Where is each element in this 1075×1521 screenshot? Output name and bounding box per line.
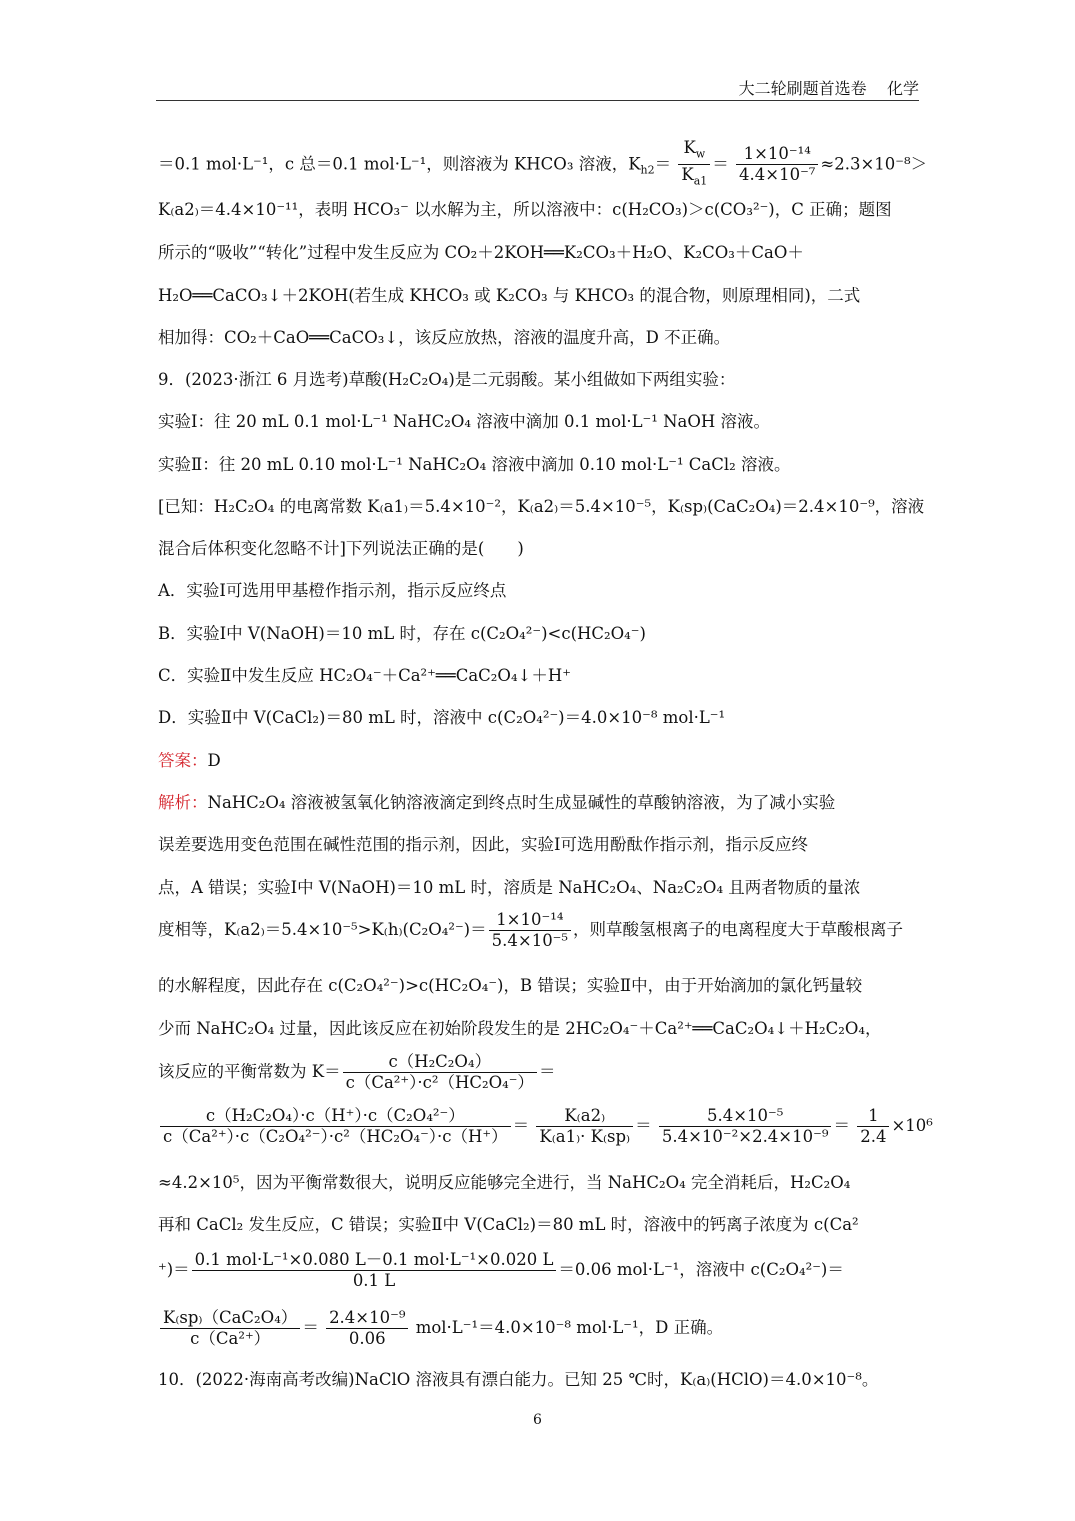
analysis-line: 再和 CaCl₂ 发生反应，C 错误；实验Ⅱ中 V(CaCl₂)＝80 mL 时，溶液中的钙离子浓度为 c(Ca² (158, 1215, 859, 1234)
fraction: $\frac{\text{K₍sp₎（CaC₂O₄）}}{\text{c（Ca²⁺）}}$ (160, 1308, 300, 1349)
experiment-1: 实验Ⅰ：往 20 mL 0.1 mol·L⁻¹ NaHC₂O₄ 溶液中滴加 0.1 mol·L⁻¹ NaOH 溶液。 (158, 412, 771, 431)
page-number: 6 (533, 1412, 542, 1428)
analysis-line: ⁺)＝ $\frac{\text{0.1 mol·L⁻¹×0.080 L－0.1 mol·L⁻¹×0.020 L}}{0.1 L}$ ＝0.06 mol·L⁻¹，溶液中 c(C₂O₄²⁻)＝ (158, 1250, 844, 1290)
analysis-line: 解析：NaHC₂O₄ 溶液被氢氧化钠溶液滴定到终点时生成显碱性的草酸钠溶液，为了减小实验 (158, 793, 836, 812)
para-line: H₂O══CaCO₃↓＋2KOH(若生成 KHCO₃ 或 K₂CO₃ 与 KHCO₃ 的混合物，则原理相同)，二式 (158, 286, 861, 305)
fraction: $\frac{K_w}{K_{a1}}$ (678, 138, 710, 192)
fraction: $\frac{\text{c（H₂C₂O₄）·c（H⁺）·c（C₂O₄²⁻）}}{\text{c（Ca²⁺）·c（C₂O₄²⁻）·c²（HC₂O₄⁻）·c（H⁺）}}$ (160, 1106, 511, 1147)
fraction: $\frac{\text{c（H₂C₂O₄）}}{\text{c（Ca²⁺）·c²（HC₂O₄⁻）}}$ (343, 1052, 537, 1093)
analysis-label: 解析： (158, 793, 208, 812)
answer-line (158, 747, 221, 771)
answer-value: D (207, 751, 221, 770)
answer-label: 答案： (158, 751, 208, 770)
option-a: A．实验Ⅰ可选用甲基橙作指示剂，指示反应终点 (158, 581, 507, 600)
question-stem: 9．(2023·浙江 6 月选考)草酸(H₂C₂O₄)是二元弱酸。某小组做如下两组实验： (158, 370, 736, 389)
fraction: $\frac{K_(a2_)}{K_(a1_)\cdot K_(sp_)}$ (536, 1106, 633, 1147)
option-d: D．实验Ⅱ中 V(CaCl₂)＝80 mL 时，溶液中 c(C₂O₄²⁻)＝4.0×10⁻⁸ mol·L⁻¹ (158, 708, 726, 727)
question-10-stem: 10．(2022·海南高考改编)NaClO 溶液具有漂白能力。已知 25 ℃时，K₍a₎(HClO)＝4.0×10⁻⁸。 (158, 1370, 879, 1389)
para-line: 所示的“吸收”“转化”过程中发生反应为 CO₂＋2KOH══K₂CO₃＋H₂O、K₂CO₃＋CaO＋ (158, 243, 804, 262)
analysis-line: 该反应的平衡常数为 K＝ $\frac{\text{c（H₂C₂O₄）}}{\text{c（Ca²⁺）·c²（HC₂O₄⁻）}}$ ＝ (158, 1052, 556, 1092)
book-title: 大二轮刷题首选卷 (738, 79, 867, 98)
fraction: $\frac{\text{2.4×10⁻⁹}}{0.06}$ (326, 1308, 408, 1349)
option-c: C．实验Ⅱ中发生反应 HC₂O₄⁻＋Ca²⁺══CaC₂O₄↓＋H⁺ (158, 666, 571, 685)
fraction: $\frac{1}{2.4}$ (857, 1106, 889, 1147)
option-b: B．实验Ⅰ中 V(NaOH)＝10 mL 时，存在 c(C₂O₄²⁻)<c(HC₂O₄⁻) (158, 624, 646, 643)
analysis-line: 点，A 错误；实验Ⅰ中 V(NaOH)＝10 mL 时，溶质是 NaHC₂O₄、Na₂C₂O₄ 且两者物质的量浓 (158, 878, 861, 897)
known-line: [已知：H₂C₂O₄ 的电离常数 K₍a1₎＝5.4×10⁻²，K₍a2₎＝5.4×10⁻⁵，K₍sp₎(CaC₂O₄)＝2.4×10⁻⁹，溶液 (158, 497, 925, 516)
analysis-line: 误差要选用变色范围在碱性范围的指示剂，因此，实验Ⅰ可选用酚酞作指示剂，指示反应终 (158, 835, 809, 854)
fraction: $\frac{\text{1×10⁻¹⁴}}{\text{4.4×10⁻⁷}}$ (736, 144, 818, 185)
analysis-line: 少而 NaHC₂O₄ 过量，因此该反应在初始阶段发生的是 2HC₂O₄⁻＋Ca²⁺══CaC₂O₄↓＋H₂C₂O₄， (158, 1019, 882, 1038)
analysis-line: ≈4.2×10⁵，因为平衡常数很大，说明反应能够完全进行，当 NaHC₂O₄ 完全消耗后，H₂C₂O₄ (158, 1173, 851, 1192)
analysis-line: 的水解程度，因此存在 c(C₂O₄²⁻)>c(HC₂O₄⁻)，B 错误；实验Ⅱ中，由于开始滴加的氯化钙量较 (158, 976, 863, 995)
para-line: K₍a2₎＝4.4×10⁻¹¹，表明 HCO₃⁻ 以水解为主，所以溶液中：c(H₂CO₃)＞c(CO₃²⁻)，C 正确；题图 (158, 200, 892, 219)
para-line: 相加得：CO₂＋CaO══CaCO₃↓，该反应放热，溶液的温度升高，D 不正确。 (158, 328, 731, 347)
fraction: $\frac{\text{5.4×10⁻⁵}}{\text{5.4×10⁻²×2.4×10⁻⁹}}$ (659, 1106, 832, 1147)
analysis-line: 度相等，K₍a2₎＝5.4×10⁻⁵>K₍h₎(C₂O₄²⁻)＝ $\frac{\text{1×10⁻¹⁴}}{\text{5.4×10⁻⁵}}$ ，则草酸氢根离子的电离程度大于草酸根离子 (158, 910, 904, 950)
subject-label: 化学 (886, 79, 919, 98)
analysis-line: $\frac{\text{K₍sp₎（CaC₂O₄）}}{\text{c（Ca²⁺）}}$ ＝ $\frac{\text{2.4×10⁻⁹}}{0.06}$ mol·L⁻¹＝4.0×10⁻⁸ mol·L⁻¹，D 正确。 (158, 1308, 723, 1349)
known-line: 混合后体积变化忽略不计]下列说法正确的是( ) (158, 539, 524, 558)
experiment-2: 实验Ⅱ：往 20 mL 0.10 mol·L⁻¹ NaHC₂O₄ 溶液中滴加 0.10 mol·L⁻¹ CaCl₂ 溶液。 (158, 455, 791, 474)
page-header (156, 76, 919, 101)
fraction: $\frac{\text{0.1 mol·L⁻¹×0.080 L－0.1 mol·L⁻¹×0.020 L}}{0.1 L}$ (192, 1250, 557, 1291)
para-line: ＝0.1 mol·L⁻¹，c 总＝0.1 mol·L⁻¹，则溶液为 KHCO₃ 溶液，$K_{h2}=$ $\frac{K_w}{K_{a1}}$ ＝ $\frac{\text{1×10⁻¹⁴}}{\text{4.4×10⁻⁷}}$ ≈2.3×10⁻⁸＞ (158, 138, 927, 192)
equation-line: $\frac{\text{c（H₂C₂O₄）·c（H⁺）·c（C₂O₄²⁻）}}{\text{c（Ca²⁺）·c（C₂O₄²⁻）·c²（HC₂O₄⁻）·c（H⁺）}}$ ＝ $\frac{K_(a2_)}{K_(a1_)\cdot K_(sp_)}$ ＝ $\frac{\text{5.4×10⁻⁵}}{\text{5.4×10⁻²×2.4×10⁻⁹}}$ ＝ $\frac{1}{2.4}$ ×10⁶ (158, 1106, 933, 1147)
fraction: $\frac{\text{1×10⁻¹⁴}}{\text{5.4×10⁻⁵}}$ (489, 910, 571, 951)
